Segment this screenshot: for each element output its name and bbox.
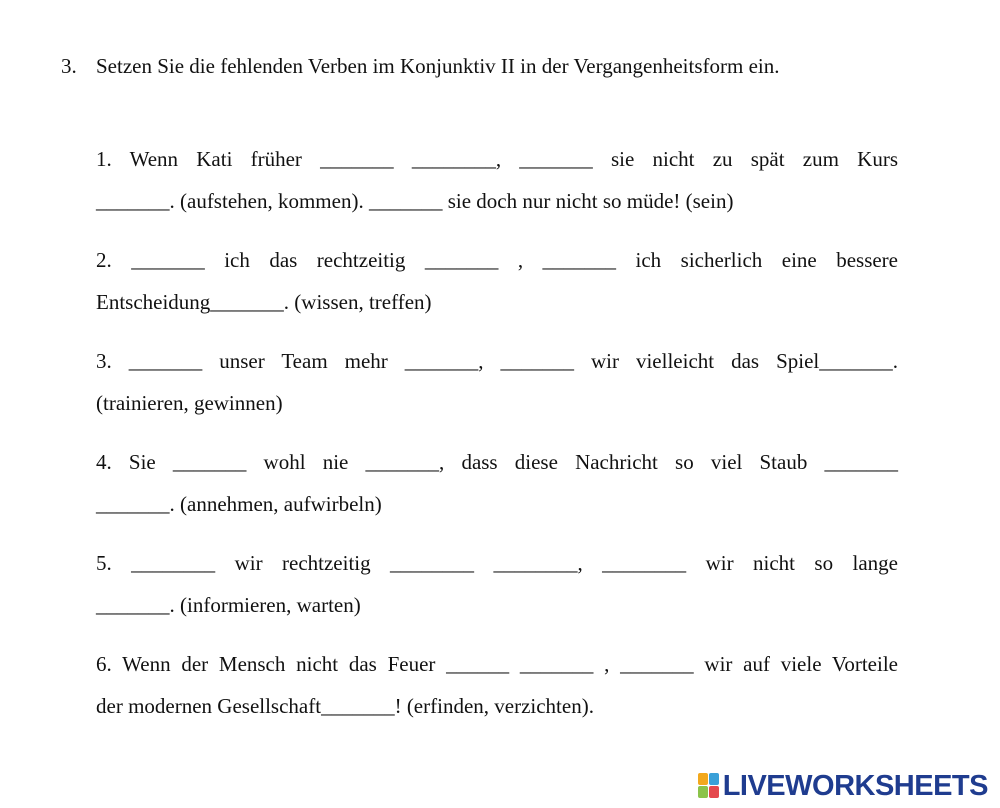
exercise-item-4 bbox=[96, 441, 898, 525]
exercise-item-3 bbox=[96, 340, 898, 424]
exercise-3-line-1: 3. _______ unser Team mehr _______, _______ wir vielleicht das Spiel_______. bbox=[96, 349, 898, 373]
exercise-2-line-1: 2. _______ ich das rechtzeitig _______ , _______ ich sicherlich eine bessere bbox=[96, 248, 898, 272]
exercise-2-line-2: Entscheidung_______. (wissen, treffen) bbox=[96, 290, 432, 314]
liveworksheets-logo-icon bbox=[698, 773, 720, 799]
exercise-5-line-2: _______. (informieren, warten) bbox=[96, 593, 361, 617]
liveworksheets-logo[interactable] bbox=[698, 770, 988, 802]
exercise-item-2 bbox=[96, 239, 898, 323]
exercise-item-5 bbox=[96, 542, 898, 626]
task-number: 3. bbox=[61, 54, 77, 78]
task-instruction: Setzen Sie die fehlenden Verben im Konjunktiv II in der Vergangenheitsform ein. bbox=[96, 54, 780, 78]
exercise-item-1 bbox=[96, 138, 898, 222]
exercise-6-line-1: 6. Wenn der Mensch nicht das Feuer ______ _______ , _______ wir auf viele Vorteile bbox=[96, 652, 898, 676]
exercise-6-line-2: der modernen Gesellschaft_______! (erfinden, verzichten). bbox=[96, 694, 594, 718]
logo-text: LIVEWORKSHEETS bbox=[722, 769, 988, 802]
exercise-4-line-2: _______. (annehmen, aufwirbeln) bbox=[96, 492, 382, 516]
task-header bbox=[61, 52, 941, 80]
exercise-3-line-2: (trainieren, gewinnen) bbox=[96, 391, 283, 415]
exercise-4-line-1: 4. Sie _______ wohl nie _______, dass diese Nachricht so viel Staub _______ bbox=[96, 450, 898, 474]
exercise-1-line-2: _______. (aufstehen, kommen). _______ sie doch nur nicht so müde! (sein) bbox=[96, 189, 734, 213]
exercise-5-line-1: 5. ________ wir rechtzeitig ________ ________, ________ wir nicht so lange bbox=[96, 551, 898, 575]
exercise-1-line-1: 1. Wenn Kati früher _______ ________, _______ sie nicht zu spät zum Kurs bbox=[96, 147, 898, 171]
exercise-item-6 bbox=[96, 643, 898, 727]
